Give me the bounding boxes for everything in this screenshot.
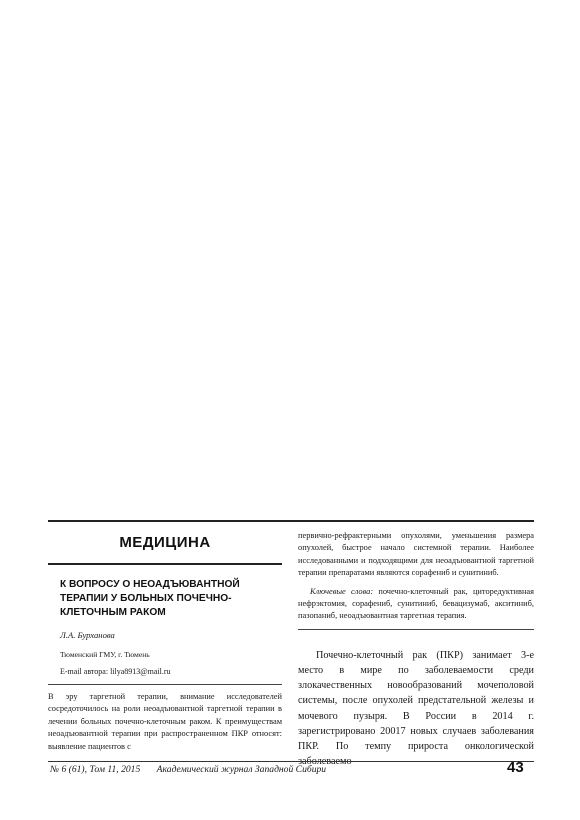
article-title: К ВОПРОСУ О НЕОАДЪЮВАНТНОЙ ТЕРАПИИ У БОЛЬНЫХ ПОЧЕЧНО-КЛЕТОЧНЫМ РАКОМ bbox=[60, 579, 240, 618]
footer-year: 2015 bbox=[121, 764, 141, 775]
footer-journal: Академический журнал Западной Сибири bbox=[156, 764, 327, 775]
abstract-text-right: первично-рефрактерными опухолями, уменьшения размера опухолей, быстрое начало системной терапии. Наиболее исследованными и подходящими для неоадъювантной таргетной терапии препаратами являются сорафениб и сунитиниб. bbox=[298, 531, 534, 578]
keywords bbox=[298, 586, 534, 623]
section-title: МЕДИЦИНА bbox=[119, 534, 211, 551]
author-email: E-mail автора: lilya8913@mail.ru bbox=[60, 667, 171, 676]
abstract-bottom-rule bbox=[298, 629, 534, 630]
body-paragraph: Почечно-клеточный рак (ПКР) занимает 3-е место в мире по заболеваемости среди злокачественных новообразований мочеполовой системы, после опухолей предстательной железы и мочевого пузыря. В России в 2014 г. зарегистрировано 20017 новых случаев заболевания ПКР. По темпу прироста онкологической bbox=[298, 649, 534, 753]
footer-rule bbox=[48, 761, 534, 762]
footer-issue: № 6 (61), bbox=[50, 764, 88, 775]
keywords-label: Ключевые слова: bbox=[310, 586, 374, 596]
page-number: 43 bbox=[507, 759, 524, 776]
article-author: Л.А. Бурханова bbox=[60, 630, 115, 640]
section-title-rule bbox=[48, 563, 282, 565]
abstract-text-left: В эру таргетной терапии, внимание исследователей сосредоточилось на роли неоадъювантной таргетной терапии в лечении больных почечно-клеточным раком. К преимуществам неоадъювантной терапии при распространенном ПКР относят: выявление пациентов с bbox=[48, 692, 282, 751]
right-column bbox=[298, 530, 534, 769]
abstract-top-rule bbox=[48, 684, 282, 685]
running-footer bbox=[50, 764, 326, 775]
author-affiliation: Тюменский ГМУ, г. Тюмень bbox=[60, 650, 150, 659]
section-top-rule bbox=[48, 520, 534, 522]
keywords-text: почечно-клеточный рак, циторедуктивная нефрэктомия, сорафениб, сунитиниб, бевацизумаб, акситиниб, пазопаниб, неоадъювантная таргетная терапия. bbox=[298, 586, 534, 621]
left-column bbox=[48, 530, 282, 753]
footer-volume: Том 11, bbox=[89, 764, 119, 775]
